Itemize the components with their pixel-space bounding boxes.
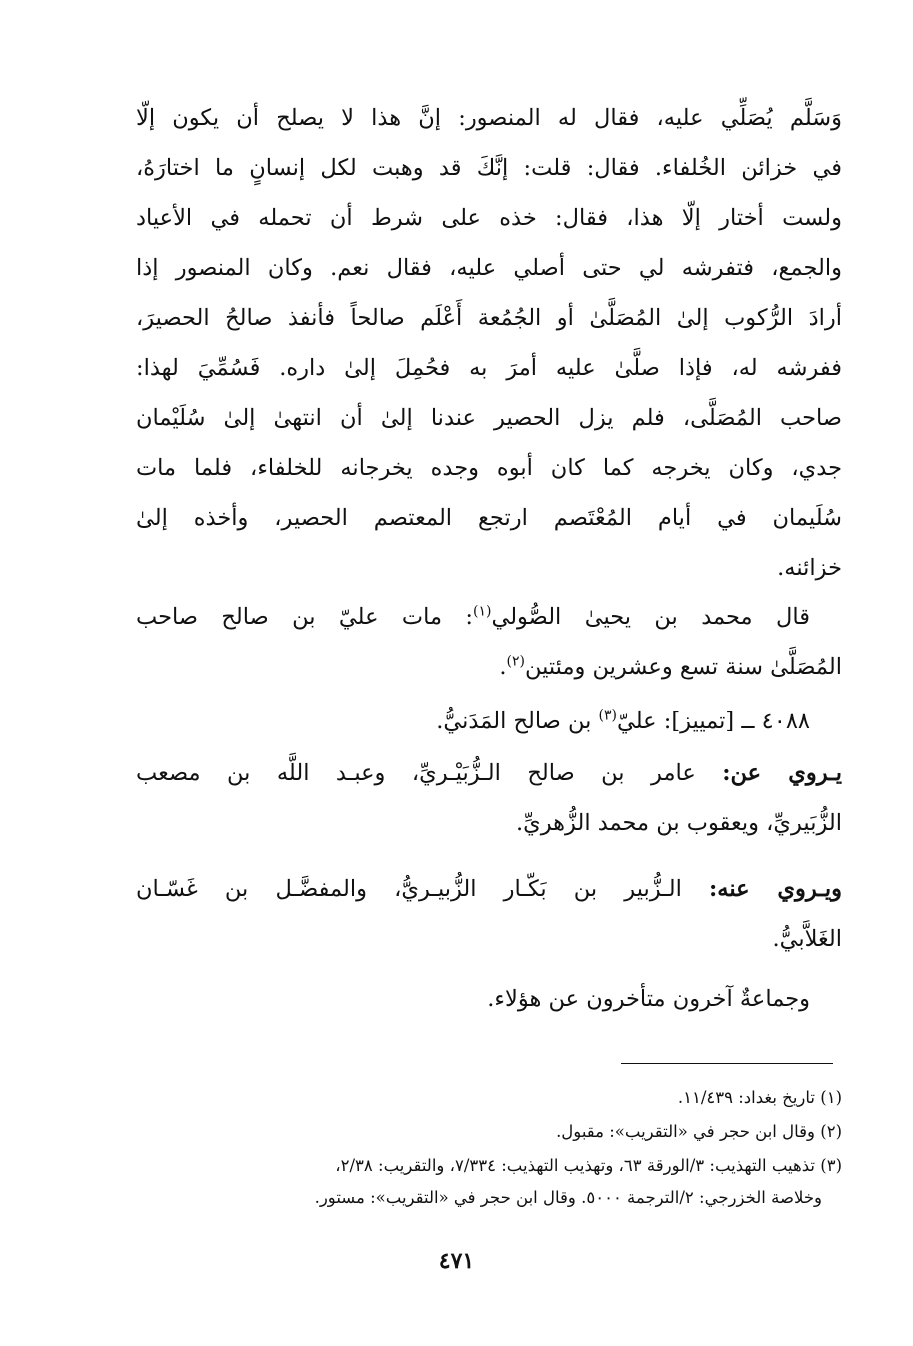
- text-line: وجماعةٌ آخرون متأخرون عن هؤلاء.: [487, 986, 810, 1012]
- text-segment: .: [499, 654, 507, 680]
- paragraph-suli-report: [136, 592, 842, 692]
- footnote-ref-3: (٣): [598, 707, 617, 724]
- entry-heading: [136, 696, 842, 746]
- text-line: خزائنه.: [777, 555, 842, 581]
- text-line: ففرشه له، فإذا صلَّىٰ عليه أمرَ به فحُمِلَ إلىٰ داره. فَسُمِّيَ لهذا:: [136, 355, 842, 381]
- footnote-1: (١) تاريخ بغداد: ١١/٤٣٩.: [677, 1088, 842, 1107]
- paragraph-narrates-from: [136, 748, 842, 848]
- paragraph-others: [136, 974, 842, 1024]
- text-line: الغَلاَّبيُّ.: [772, 926, 842, 952]
- text-line: جدي، وكان يخرجه كما كان أبوه وجده يخرجانه للخلفاء، فلما مات: [136, 455, 842, 481]
- footnote-ref-1: (١): [472, 603, 492, 620]
- entry-name: بن صالح المَدَنيُّ.: [436, 708, 599, 734]
- text-line: [136, 642, 842, 692]
- text-line: وَسَلَّم يُصَلِّي عليه، فقال له المنصور: إنَّ هذا لا يصلح أن يكون إلّا: [136, 105, 842, 131]
- text-line: صاحب المُصَلَّى، فلم يزل الحصير عندنا إلىٰ أن انتهىٰ إلىٰ سُلَيْمان: [136, 405, 842, 431]
- narrates-from-label: يـروي عن:: [722, 760, 842, 786]
- text-line: ولست أختار إلّا هذا، فقال: خذه على شرط أن تحمله في الأعياد: [136, 205, 842, 231]
- footnote-divider: [621, 1063, 833, 1064]
- text-line: أرادَ الرُّكوب إلىٰ المُصَلَّىٰ أو الجُمُعة أَعْلَم صالحاً فأنفذ صالحُ الحصيرَ،: [136, 305, 842, 331]
- text-segment: عامر بن صالح الـزُّبَيْـريِّ، وعبـد اللَّه بن مصعب: [136, 760, 723, 786]
- text-line: [136, 592, 842, 642]
- text-line: الزُّبَيريِّ، ويعقوب بن محمد الزُّهريِّ.: [516, 810, 842, 836]
- text-segment: : مات عليّ بن صالح صاحب: [136, 604, 473, 630]
- narrated-by-label: ويـروي عنه:: [709, 876, 842, 902]
- footnote-ref-2: (٢): [506, 653, 525, 670]
- footnote-2: (٢) وقال ابن حجر في «التقريب»: مقبول.: [556, 1122, 842, 1141]
- entry-number: ٤٠٨٨ ــ [تمييز]: عليّ: [616, 708, 810, 734]
- text-segment: قال محمد بن يحيىٰ الصُّولي: [491, 604, 810, 630]
- footnote-3-continued: وخلاصة الخزرجي: ٢/الترجمة ٥٠٠٠. وقال ابن حجر في «التقريب»: مستور.: [314, 1188, 822, 1207]
- text-line: والجمع، فتفرشه لي حتى أصلي عليه، فقال نعم. وكان المنصور إذا: [136, 255, 842, 281]
- text-line: سُلَيمان في أيام المُعْتَصم ارتجع المعتصم الحصير، وأخذه إلىٰ: [136, 505, 842, 531]
- paragraph-narrated-by: [136, 864, 842, 964]
- text-line: [136, 748, 842, 798]
- text-line: [136, 864, 842, 914]
- footnote-3: (٣) تذهيب التهذيب: ٣/الورقة ٦٣، وتهذيب التهذيب: ٧/٣٣٤، والتقريب: ٢/٣٨،: [335, 1156, 842, 1175]
- text-line: في خزائن الخُلفاء. فقال: قلت: إنَّكَ قد وهبت لكل إنسانٍ ما اختارَهُ،: [136, 155, 842, 181]
- text-segment: المُصَلَّىٰ سنة تسع وعشرين ومئتين: [524, 654, 842, 680]
- paragraph-mat-story: [136, 93, 842, 593]
- text-line: [136, 696, 842, 746]
- page-number: ٤٧١: [438, 1248, 475, 1274]
- text-segment: الـزُّبير بن بَكّـار الزُّبيـريُّ، والمفضَّـل بن غَسّـان: [136, 876, 709, 902]
